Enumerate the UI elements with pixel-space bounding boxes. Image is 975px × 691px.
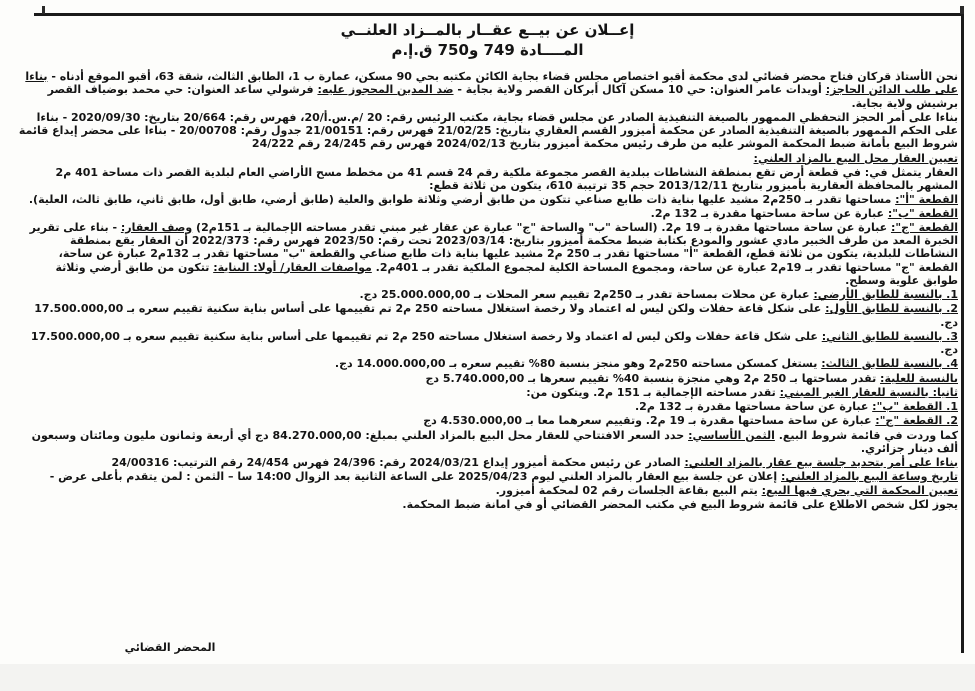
attic: بالنسبة للعلية: تقدر مساحتها بـ 250 م2 وهي منجزة بنسبة 40% تقييم سعرها بـ 5.740.000,00 دج — [425, 371, 958, 385]
unbuilt-property: ثانيا: بالنسبة للعقار الغير المبني: تقدر مساحته الإجمالية بـ 151 م2. ويتكون من: — [526, 385, 958, 399]
third-floor: 4. بالنسبة للطابق الثالث: يستغل كمسكن مساحته 250م2 وهو منجز بنسبة 80% تقييم سعره بـ 14.000.000,00 دج. — [334, 357, 958, 371]
first-floor: 2. بالنسبة للطابق الأول: على شكل قاعة حفلات ولكن ليس له اعتماد ولا رخصة استغلال مساحته 250 م2 تم تقييمها على أساس بناية سكنية تقييم سعره بـ 17.500.000,00 دج. — [34, 302, 958, 329]
document-top-border — [34, 13, 964, 16]
scan-mark — [42, 6, 45, 14]
auction-date: تاريخ وساعة البيع بالمزاد العلني: إعلان عن جلسة بيع العقار بالمزاد العلني ليوم 2025/04/23 على الساعة الثانية بعد الزوال 14:00 سا – الثمن : لمن يتقدم بأعلى عرض - تعيين المحكمة التي يجري فيها البيع: يتم البيع بقاعة الجلسات رقم 02 لمحكمة أميزور. — [49, 470, 958, 497]
heading-property: تعيين العقار محل البيع بالمزاد العلني: — [753, 151, 958, 165]
final-note: يجوز لكل شخص الاطلاع على قائمة شروط البيع في مكتب المحضر القضائي أو في امانة ضبط المحكمة. — [402, 497, 958, 511]
session-order: بناءا على أمر بتحديد جلسة بيع عقار بالمزاد العلني: الصادر عن رئيس محكمة أميزور إيداع 2024/03/21 رقم: 24/396 فهرس 24/454 رقم الترتيب: 24/00316 — [111, 456, 958, 469]
plot-a: القطعة "أ": مساحتها تقدر بـ 250م2 مشيد عليها بناية ذات طابع صناعي تتكون من طابق أرضي وثلاثة طوابق والعلية (طابق أرضي، طابق أول، طابق ثاني، طابق ثالث، العلية). القطعة "ب": عبارة عن ساحة مساحتها مقدرة بـ 132 م2. — [28, 193, 958, 220]
notice-body — [18, 70, 958, 512]
page-bottom-margin — [0, 664, 975, 691]
scan-mark — [960, 6, 964, 14]
notice-subtitle: المــــادة 749 و750 ق.إ.م — [391, 41, 584, 59]
bailiff-signature: المحضر القضائي — [124, 641, 216, 654]
paragraph-parties: نحن الأستاذ قركان فتاح محضر قضائي لدى محكمة أقبو اختصاص مجلس قضاء بجاية الكائن مكتبه بحي 90 مسكن، عمارة ب 1، الطابق الثالث، شقة 63، أقبو الموقع أدناه - بناءا على طلب الدائن الحاجز: أويدات عامر العنوان: حي 10 مسكن آكال أبركان القصر ولاية بجاية - ضد المدين المحجوز عليه: فرشولي ساعد العنوان: حي محمد بوضياف القصر برشيش ولاية بجاية. — [25, 70, 958, 110]
paragraph-property: العقار يتمثل في: في قطعة أرض تقع بمنطقة النشاطات ببلدية القصر مجموعة ملكية رقم 24 قسم 41 من مخطط مسح الأراضي العام لبلدية القصر ذات مساحة 401 م2 المشهر بالمحافظة العقارية بأميزور بتاريخ 2013/12/11 حجم 35 ترتيبة 610، يتكون من ثلاثة قطع: — [55, 165, 958, 192]
paragraph-orders: بناءا على أمر الحجز التحفظي الممهور بالصيغة التنفيذية الصادر عن مجلس قضاء بجاية، مكتب الرئيس رقم: 20 /م.س.أ/20، فهرس رقم: 20/664 بتاريخ: 2020/09/30 - بناءا على الحكم الممهور بالصيغة التنفيذية الصادر عن محكمة أميزور القسم العقاري بتاريخ: 21/02/25 فهرس رقم: 21/00151 جدول رقم: 20/00708 - بناءا على محضر إيداع قائمة شروط البيع بأمانة ضبط المحكمة الموشر عليه من طرف رئيس محكمة أميزور بتاريخ 2024/02/13 فهرس رقم 24/245 رقم 24/222 — [18, 110, 958, 151]
second-floor: 3. بالنسبة للطابق الثاني: على شكل قاعة حفلات ولكن ليس له اعتماد ولا رخصة استغلال مساحته 250 م2 تم تقييمها على أساس بناية سكنية تقييم سعره بـ 17.500.000,00 دج. — [30, 329, 958, 356]
unbuilt-plot-b: 1. القطعة "ب": عبارة عن ساحة مساحتها مقدرة بـ 132 م2. — [634, 400, 958, 413]
plot-c-and-description: القطعة "ج": عبارة عن ساحة مساحتها مقدرة بـ 19 م2. (الساحة "ب" والساحة "ج" عبارة عن عقار غير مبني تقدر مساحته الإجمالية بـ 151م2) وصف العقار: - بناء على تقرير الخبرة المعد من طرف الخبير مادي عشور والمودع بكتابة ضبط محكمة أميزور بتاريخ: 2023/03/14 تحت رقم: 2023/50 فهرس رقم: 2022/373 أن العقار يقع بمنطقة النشاطات للبلدية، يتكون من ثلاثة قطع، القطعة "أ" مساحتها تقدر بـ 250 م2 مشيد عليها بناية ذات طابع صناعي والقطعة "ب" مساحتها تقدر بـ 132م2 عبارة عن ساحة، القطعة "ج" مساحتها تقدر بـ 19م2 عبارة عن ساحة، ومجموع المساحة الكلية لمجموع الملكية تقدر بـ 401م2. مواصفات العقار/ أولا: البناية: تتكون من طابق أرضي وثلاثة طوابق علوية وسطح. — [29, 220, 958, 287]
ground-floor: 1. بالنسبة للطابق الأرضي: عبارة عن محلات بمساحة تقدر بـ 250م2 تقييم سعر المحلات بـ 25.000.000,00 دج. — [359, 288, 958, 301]
notice-title: إعــلان عن بيــع عقــار بالمــزاد العلنــي — [340, 21, 635, 39]
unbuilt-plot-c: 2. القطعة "ج": عبارة عن ساحة مساحتها مقدرة بـ 19 م2. وتقييم سعرهما معا بـ 4.530.000,00 دج — [423, 414, 958, 428]
document-right-border — [961, 13, 964, 653]
base-price: كما وردت في قائمة شروط البيع. الثمن الأساسي: حدد السعر الافتتاحي للعقار محل البيع بالمزاد العلني بمبلغ: 84.270.000,00 دج أي أربعة وثمانون مليون ومائتان وسبعون ألف دينار جزائري. — [31, 428, 958, 455]
